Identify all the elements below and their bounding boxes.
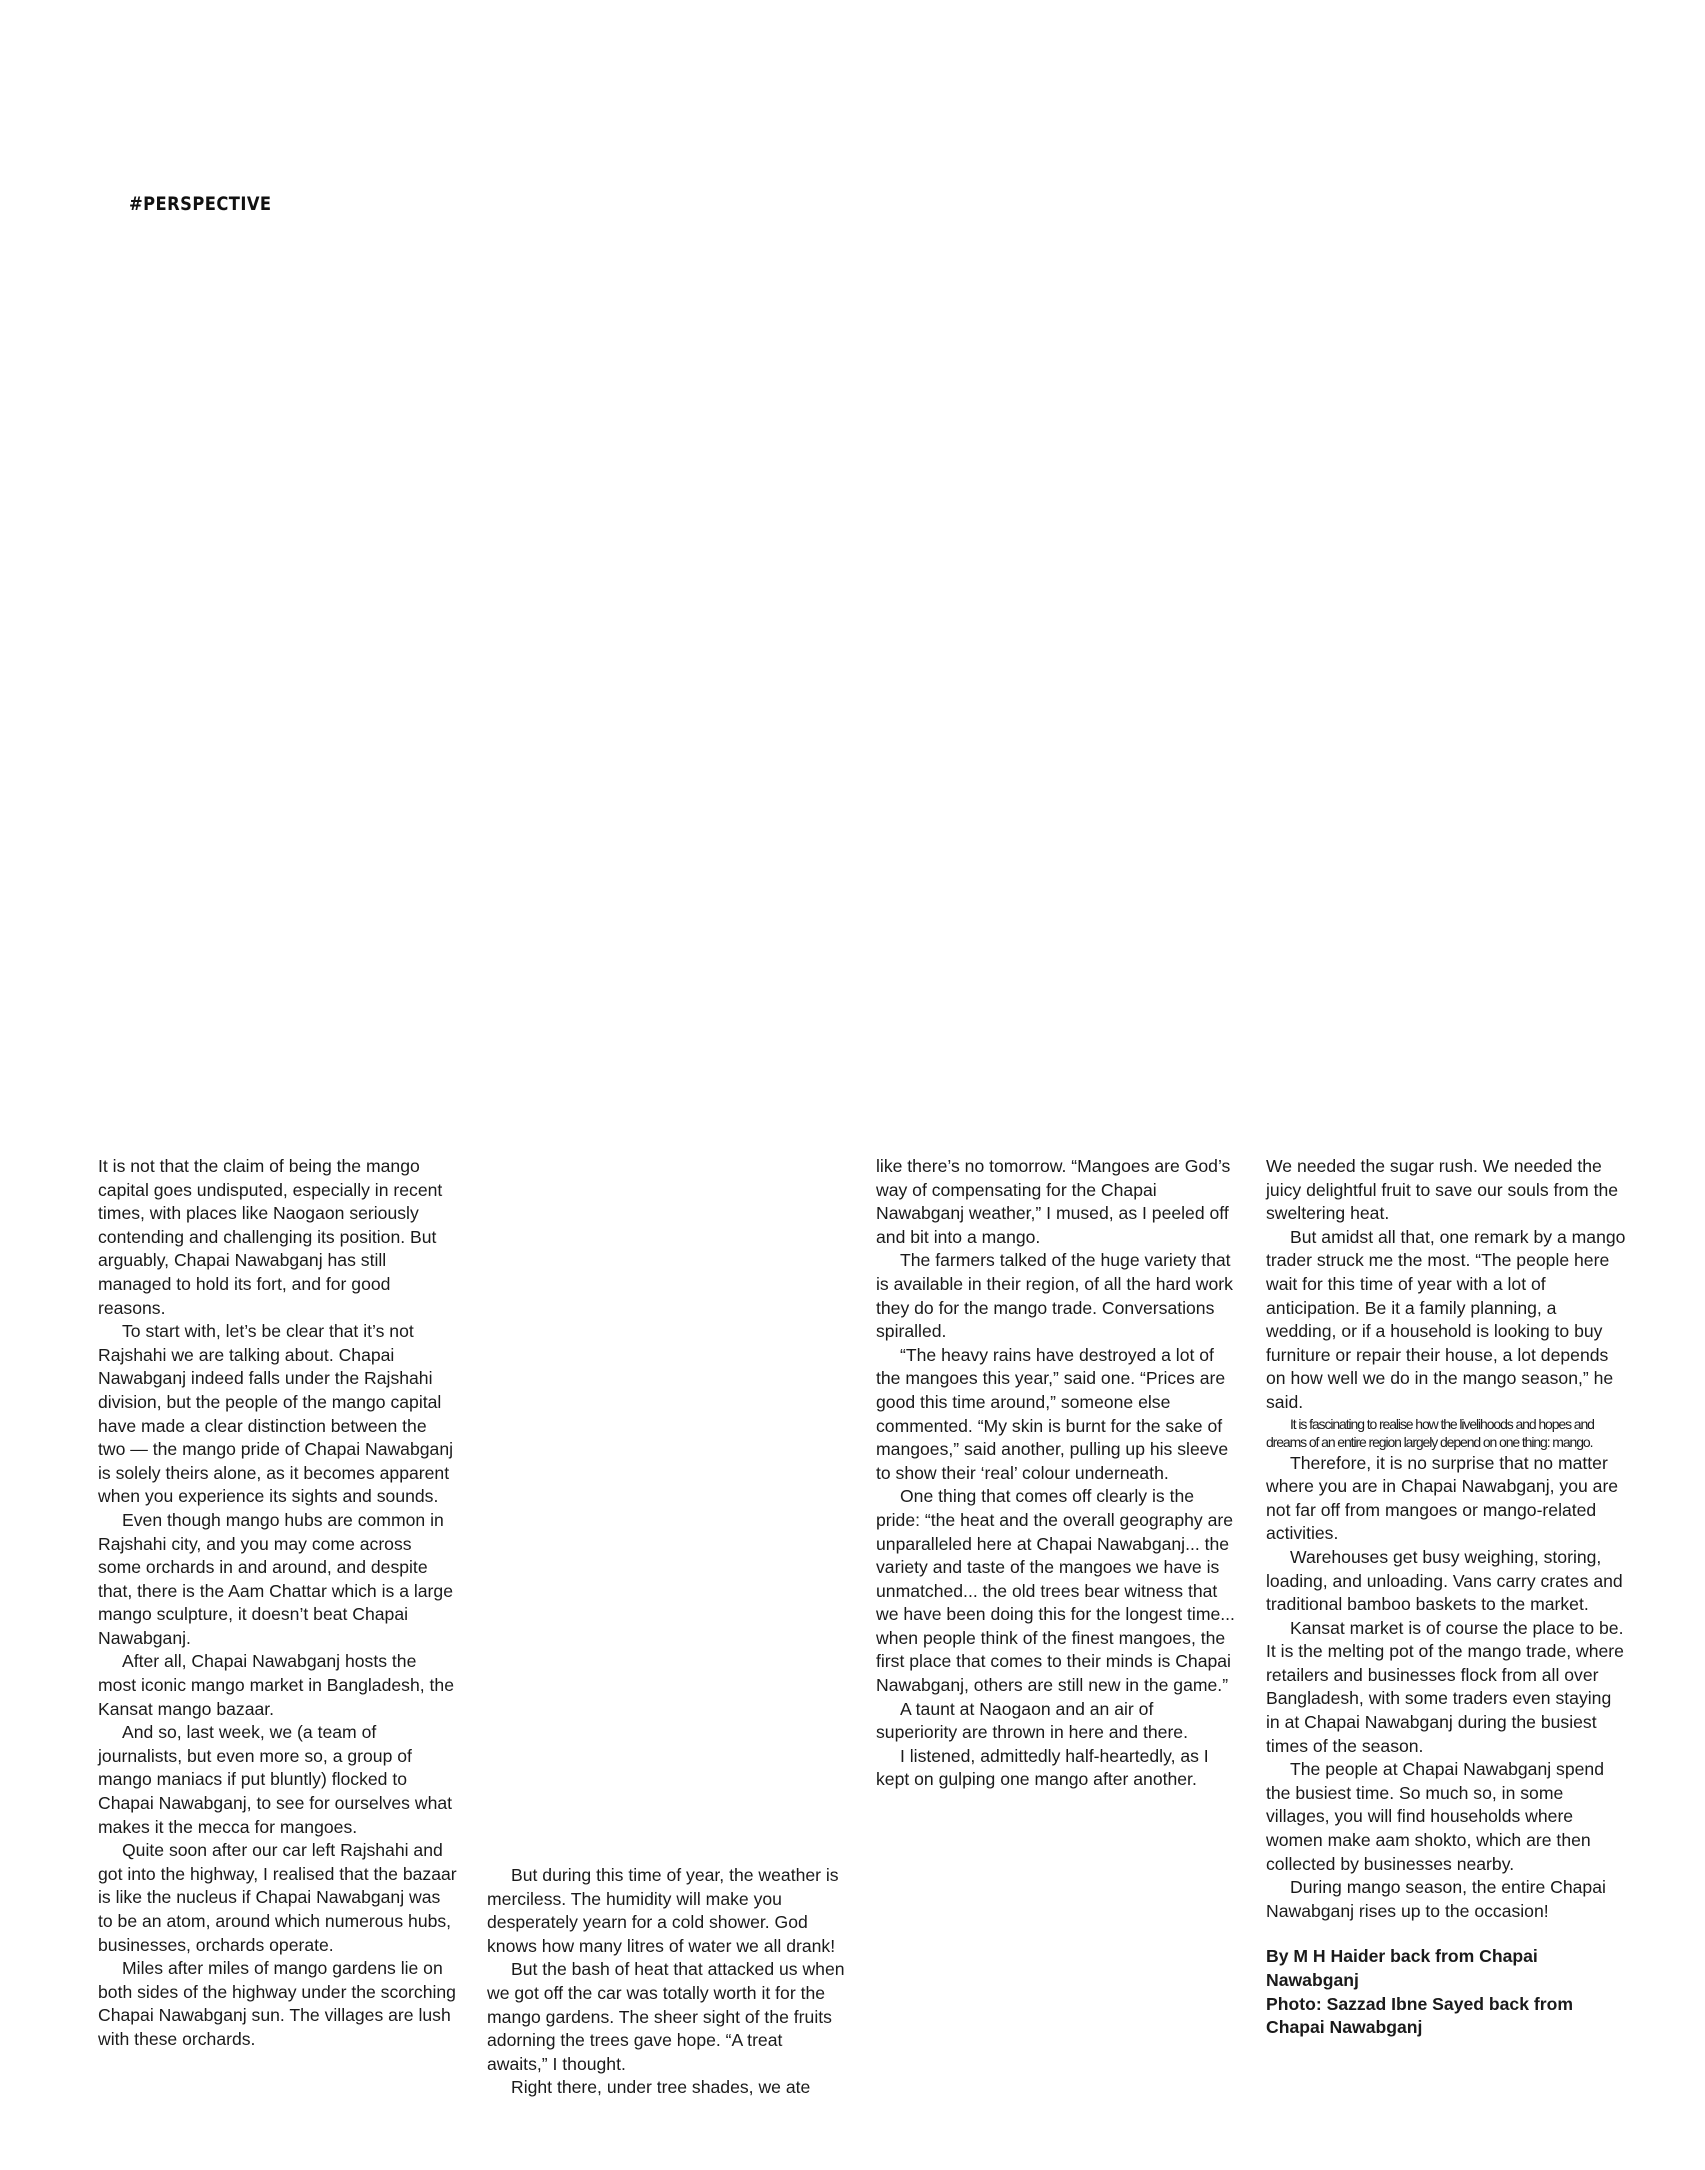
article-column-3 <box>876 1155 1236 1792</box>
paragraph: A taunt at Naogaon and an air of superiority are thrown in here and there. <box>876 1698 1188 1743</box>
paragraph: like there’s no tomorrow. “Mangoes are God’s way of compensating for the Chapai Nawabganj weather,” I mused, as I peeled off and bit into a mango. <box>876 1156 1231 1247</box>
paragraph: After all, Chapai Nawabganj hosts the most iconic mango market in Bangladesh, the Kansat mango bazaar. <box>98 1651 454 1719</box>
article-column-1 <box>98 1155 458 2052</box>
paragraph: To start with, let’s be clear that it’s not Rajshahi we are talking about. Chapai Nawabganj indeed falls under the Rajshahi division, but the people of the mango capital have made a clear distinction between the two — the mango pride of Chapai Nawabganj is solely theirs alone, as it becomes apparent when you experience its sights and sounds. <box>98 1321 454 1507</box>
paragraph: But during this time of year, the weather is merciless. The humidity will make you desperately yearn for a cold shower. God knows how many litres of water we all drank! <box>487 1865 839 1956</box>
article-column-4 <box>1266 1155 1626 2040</box>
paragraph: Therefore, it is no surprise that no matter where you are in Chapai Nawabganj, you are not far off from mangoes or mango-related activities. <box>1266 1452 1619 1544</box>
author-credit: By M H Haider back from Chapai Nawabganj <box>1266 1946 1538 1990</box>
paragraph: During mango season, the entire Chapai Nawabganj rises up to the occasion! <box>1266 1877 1606 1921</box>
section-tag: #PERSPECTIVE <box>129 193 272 215</box>
paragraph: Warehouses get busy weighing, storing, loading, and unloading. Vans carry crates and traditional bamboo baskets to the market. <box>1266 1546 1623 1615</box>
paragraph: And so, last week, we (a team of journalists, but even more so, a group of mango maniacs if put bluntly) flocked to Chapai Nawabganj, to see for ourselves what makes it the mecca for mangoes. <box>98 1722 453 1837</box>
byline <box>1266 1945 1626 2039</box>
paragraph: Kansat market is of course the place to be. It is the melting pot of the mango trade, where retailers and businesses flock from all over Bangladesh, with some traders even staying in at Chapai Nawabganj during the busiest times of the season. <box>1266 1617 1624 1756</box>
paragraph: Even though mango hubs are common in Rajshahi city, and you may come across some orchards in and around, and despite that, there is the Aam Chattar which is a large mango sculpture, it doesn’t beat Chapai Nawabganj. <box>98 1509 453 1648</box>
paragraph: It is fascinating to realise how the livelihoods and hopes and dreams of an entire region largely depend on one thing: mango. <box>1266 1415 1594 1451</box>
paragraph: It is not that the claim of being the mango capital goes undisputed, especially in recent times, with places like Naogaon seriously contending and challenging its position. But arguably, Chapai Nawabganj has still managed to hold its fort, and for good reasons. <box>98 1156 443 1318</box>
paragraph: I listened, admittedly half-heartedly, as I kept on gulping one mango after another. <box>876 1745 1209 1790</box>
paragraph: But the bash of heat that attacked us when we got off the car was totally worth it for the mango gardens. The sheer sight of the fruits adorning the trees gave hope. “A treat awaits,” I thought. <box>487 1959 845 2074</box>
article-column-2 <box>487 1864 847 2100</box>
paragraph: One thing that comes off clearly is the pride: “the heat and the overall geography are unparalleled here at Chapai Nawabganj... the variety and taste of the mangoes we have is unmatched... the old trees bear witness that we have been doing this for the longest time... when people think of the finest mangoes, the first place that comes to their minds is Chapai Nawabganj, others are still new in the game.” <box>876 1486 1235 1696</box>
paragraph: The farmers talked of the huge variety that is available in their region, of all the hard work they do for the mango trade. Conversations spiralled. <box>876 1250 1233 1342</box>
paragraph: We needed the sugar rush. We needed the juicy delightful fruit to save our souls from the sweltering heat. <box>1266 1156 1619 1224</box>
paragraph: But amidst all that, one remark by a mango trader struck me the most. “The people here wait for this time of year with a lot of anticipation. Be it a family planning, a wedding, or if a household is looking to buy furniture or repair their house, a lot depends on how well we do in the mango season,” he said. <box>1266 1226 1626 1412</box>
paragraph: “The heavy rains have destroyed a lot of the mangoes this year,” said one. “Prices are good this time around,” someone else commented. “My skin is burnt for the sake of mangoes,” said another, pulling up his sleeve to show their ‘real’ colour underneath. <box>876 1344 1229 1483</box>
paragraph: Right there, under tree shades, we ate <box>511 2077 811 2098</box>
paragraph: The people at Chapai Nawabganj spend the busiest time. So much so, in some villages, you will find households where women make aam shokto, which are then collected by businesses nearby. <box>1266 1759 1604 1874</box>
paragraph: Quite soon after our car left Rajshahi and got into the highway, I realised that the bazaar is like the nucleus if Chapai Nawabganj was to be an atom, around which numerous hubs, businesses, orchards operate. <box>98 1840 457 1955</box>
photo-credit: Photo: Sazzad Ibne Sayed back from Chapai Nawabganj <box>1266 1993 1573 2038</box>
paragraph: Miles after miles of mango gardens lie on both sides of the highway under the scorching Chapai Nawabganj sun. The villages are lush with these orchards. <box>98 1958 456 2049</box>
